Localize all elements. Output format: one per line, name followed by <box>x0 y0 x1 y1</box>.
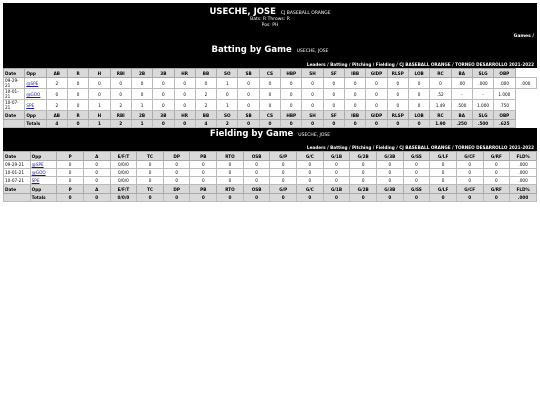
column-header: RLSP <box>387 111 408 120</box>
table-cell: .000 <box>494 78 515 89</box>
table-cell: 0 <box>46 89 67 100</box>
column-header: G/C <box>297 152 324 161</box>
column-header: BA <box>451 111 472 120</box>
table-cell: 0 <box>238 100 259 111</box>
table-cell: 10-01-21 <box>4 169 31 177</box>
table-cell: 0 <box>403 169 430 177</box>
player-name: USECHE, JOSE <box>209 7 276 17</box>
table-cell: 0 <box>345 100 366 111</box>
table-cell: 0 <box>408 78 429 89</box>
column-header: LOB <box>408 111 429 120</box>
table-cell: 0 <box>323 169 350 177</box>
table-cell: 0 <box>483 177 510 185</box>
opponent-link[interactable]: @GOO <box>25 89 46 100</box>
table-cell: 0 <box>366 89 387 100</box>
table-cell: 0 <box>302 78 323 89</box>
player-title <box>3 3 537 17</box>
table-cell: 0 <box>297 161 324 169</box>
table-cell: 0 <box>137 177 164 185</box>
column-header: FLD% <box>510 152 537 161</box>
table-cell: 09-29-21 <box>4 161 31 169</box>
table-cell: 0 <box>153 89 174 100</box>
table-cell: 0 <box>456 169 483 177</box>
column-header: SH <box>302 69 323 78</box>
column-header: P <box>57 152 84 161</box>
player-header <box>3 3 537 44</box>
table-cell: 0 <box>174 78 195 89</box>
table-cell: 0 <box>387 89 408 100</box>
table-cell: 0 <box>110 78 131 89</box>
column-header: GIDP <box>366 111 387 120</box>
column-header: TC <box>137 185 164 194</box>
column-header: RBI <box>110 69 131 78</box>
totals-cell: 0 <box>238 120 259 128</box>
totals-cell: 0 <box>259 120 280 128</box>
fielding-subtitle: USECHE, JOSE <box>298 133 331 138</box>
column-header: OBP <box>494 69 515 78</box>
column-header: 2B <box>131 69 152 78</box>
column-header: SF <box>323 69 344 78</box>
table-row <box>4 161 537 169</box>
opponent-link[interactable]: @SPE <box>25 78 46 89</box>
table-cell: 0 <box>430 169 457 177</box>
table-cell: 0 <box>376 177 403 185</box>
fielding-table <box>3 151 537 202</box>
column-header: CS <box>259 111 280 120</box>
batting-subtitle: USECHE, JOSE <box>296 49 329 54</box>
totals-cell: 0 <box>350 194 377 202</box>
table-cell: 0 <box>57 169 84 177</box>
totals-cell: 4 <box>195 120 216 128</box>
fielding-title: Fielding by Game <box>209 129 294 139</box>
table-cell: 0 <box>243 177 270 185</box>
column-header: HBP <box>281 111 302 120</box>
totals-cell: 0 <box>153 120 174 128</box>
table-cell: 0 <box>350 169 377 177</box>
table-cell: 0 <box>430 161 457 169</box>
table-cell: 0 <box>259 89 280 100</box>
batting-title-wrap <box>3 44 537 57</box>
column-header: G/P <box>270 152 297 161</box>
table-cell: 1 <box>89 100 110 111</box>
column-header: Opp <box>25 111 46 120</box>
table-cell: 1 <box>131 100 152 111</box>
column-header: G/SS <box>403 185 430 194</box>
table-cell: 0 <box>387 78 408 89</box>
table-cell: 0/0/0 <box>110 169 137 177</box>
table-cell: .00 <box>451 78 472 89</box>
table-cell: - <box>451 89 472 100</box>
fielding-header <box>3 128 537 151</box>
column-header: HR <box>174 69 195 78</box>
table-cell: 0 <box>270 161 297 169</box>
header-row-repeat <box>4 185 537 194</box>
table-cell: 1.49 <box>430 100 451 111</box>
opponent-link[interactable]: @GOO <box>30 169 57 177</box>
totals-cell: 0 <box>376 194 403 202</box>
table-cell: 0 <box>67 100 88 111</box>
table-cell: 1.000 <box>472 100 493 111</box>
column-header: 3B <box>153 69 174 78</box>
column-header: G/1B <box>323 185 350 194</box>
table-cell: 0 <box>174 100 195 111</box>
column-header: Date <box>4 152 31 161</box>
header-row <box>4 152 537 161</box>
table-cell: 0 <box>217 161 244 169</box>
table-row <box>4 169 537 177</box>
table-cell: 0 <box>456 177 483 185</box>
table-cell: 0 <box>323 100 344 111</box>
totals-cell: 1.90 <box>430 120 451 128</box>
column-header: G/2B <box>350 185 377 194</box>
column-header: G/1B <box>323 152 350 161</box>
totals-cell: 0 <box>137 194 164 202</box>
table-cell: 1 <box>217 100 238 111</box>
totals-cell: 0 <box>163 194 190 202</box>
column-header: SO <box>217 111 238 120</box>
table-cell: 0 <box>270 169 297 177</box>
totals-cell: 0 <box>323 194 350 202</box>
table-cell: 0 <box>297 177 324 185</box>
column-header: P <box>57 185 84 194</box>
column-header: DP <box>163 152 190 161</box>
table-cell: 0 <box>387 100 408 111</box>
column-header: LOB <box>408 69 429 78</box>
column-header: BA <box>451 69 472 78</box>
table-cell: 0 <box>243 161 270 169</box>
table-cell: 0 <box>281 89 302 100</box>
table-cell: 0 <box>190 161 217 169</box>
table-cell: 1.000 <box>494 89 515 100</box>
table-cell: 0 <box>430 177 457 185</box>
column-header: HR <box>174 111 195 120</box>
column-header: RTO <box>217 152 244 161</box>
table-cell: 0 <box>366 78 387 89</box>
column-header: 2B <box>131 111 152 120</box>
column-header: IBB <box>345 69 366 78</box>
table-cell: 2 <box>195 89 216 100</box>
column-header: Opp <box>30 152 57 161</box>
column-header: IBB <box>345 111 366 120</box>
totals-cell: .250 <box>451 120 472 128</box>
column-header: Opp <box>30 185 57 194</box>
totals-cell: 0 <box>270 194 297 202</box>
header-row <box>4 69 537 78</box>
table-row <box>4 177 537 185</box>
table-cell: 0 <box>131 78 152 89</box>
table-cell: 0 <box>350 161 377 169</box>
table-cell: 0 <box>57 177 84 185</box>
column-header: HBP <box>281 69 302 78</box>
table-cell: 10-07-21 <box>4 100 25 111</box>
table-cell: 2 <box>110 100 131 111</box>
table-cell: 0 <box>238 78 259 89</box>
opponent-link[interactable]: SPE <box>30 177 57 185</box>
column-header: CS <box>259 69 280 78</box>
table-cell: 0 <box>281 78 302 89</box>
table-cell: 0 <box>376 161 403 169</box>
totals-cell: 2 <box>217 120 238 128</box>
column-header: A <box>83 152 110 161</box>
totals-cell: Totals <box>30 194 57 202</box>
column-header: G/C <box>297 185 324 194</box>
column-header: G/3B <box>376 185 403 194</box>
column-header: OBP <box>494 111 515 120</box>
player-position: Pos: PH <box>261 22 279 28</box>
column-header: G/CF <box>456 152 483 161</box>
table-cell: 0 <box>403 177 430 185</box>
table-cell: 0 <box>83 177 110 185</box>
table-cell: 0 <box>163 169 190 177</box>
column-header: A <box>83 185 110 194</box>
totals-cell: Totals <box>25 120 46 128</box>
column-header: FLD% <box>510 185 537 194</box>
batting-title: Batting by Game <box>211 45 292 55</box>
table-cell: 0 <box>323 161 350 169</box>
totals-cell: 0 <box>302 120 323 128</box>
column-header: RC <box>430 111 451 120</box>
table-cell: .000 <box>510 177 537 185</box>
table-cell: 0 <box>137 161 164 169</box>
column-header: Date <box>4 69 25 78</box>
column-header: BB <box>195 69 216 78</box>
column-header: TC <box>137 152 164 161</box>
table-cell: 0 <box>243 169 270 177</box>
totals-row <box>4 194 537 202</box>
column-header: PB <box>190 185 217 194</box>
column-header: AB <box>46 69 67 78</box>
column-header: G/3B <box>376 152 403 161</box>
column-header: BB <box>195 111 216 120</box>
totals-cell: 0 <box>174 120 195 128</box>
totals-cell <box>4 194 31 202</box>
totals-cell: .500 <box>472 120 493 128</box>
table-cell: 0 <box>83 169 110 177</box>
column-header: R <box>67 69 88 78</box>
column-header: E/F/T <box>110 152 137 161</box>
games-link[interactable]: Games / <box>513 34 534 39</box>
column-header: 3B <box>153 111 174 120</box>
column-header: G/2B <box>350 152 377 161</box>
player-team: CJ BASEBALL ORANGE <box>280 11 331 16</box>
table-cell: 0 <box>131 89 152 100</box>
table-row <box>4 78 537 89</box>
column-header: G/RF <box>483 185 510 194</box>
table-cell: .000 <box>472 78 493 89</box>
column-header: RTO <box>217 185 244 194</box>
table-cell: 1 <box>217 78 238 89</box>
totals-cell: 0 <box>430 194 457 202</box>
table-cell: .000 <box>510 161 537 169</box>
table-cell: 0 <box>323 177 350 185</box>
column-header: SF <box>323 111 344 120</box>
column-header: Date <box>4 111 25 120</box>
table-cell: 0 <box>195 78 216 89</box>
table-cell: 0 <box>67 78 88 89</box>
totals-cell: 0 <box>297 194 324 202</box>
column-header: H <box>89 69 110 78</box>
column-header: OSB <box>243 185 270 194</box>
table-cell: .500 <box>451 100 472 111</box>
column-header: SH <box>302 111 323 120</box>
totals-cell: 0 <box>323 120 344 128</box>
column-header: Opp <box>25 69 46 78</box>
totals-cell: 1 <box>131 120 152 128</box>
column-header: SO <box>217 69 238 78</box>
table-cell: 10-07-21 <box>4 177 31 185</box>
table-cell: 2 <box>195 100 216 111</box>
batting-nav-links[interactable]: Leaders / Batting / Pitching / Fielding / CJ BASEBALL ORANGE / TORNEO DESARROLLO 2021-2022 <box>306 62 534 67</box>
totals-cell: 0 <box>67 120 88 128</box>
totals-cell: 0/0/0 <box>110 194 137 202</box>
table-cell: 0 <box>302 89 323 100</box>
column-header: G/RF <box>483 152 510 161</box>
table-row <box>4 100 537 111</box>
table-cell: 0 <box>163 161 190 169</box>
table-cell: 0 <box>217 169 244 177</box>
totals-cell: 0 <box>243 194 270 202</box>
opponent-link[interactable]: @SPE <box>30 161 57 169</box>
table-cell: 0/0/0 <box>110 161 137 169</box>
fielding-nav-links[interactable]: Leaders / Batting / Pitching / Fielding / CJ BASEBALL ORANGE / TORNEO DESARROLLO 2021-2022 <box>306 145 534 150</box>
totals-cell: 0 <box>57 194 84 202</box>
table-cell: 0 <box>259 100 280 111</box>
table-cell: 2 <box>46 78 67 89</box>
table-cell: .750 <box>494 100 515 111</box>
table-cell: 0 <box>57 161 84 169</box>
column-header: DP <box>163 185 190 194</box>
table-cell: 0 <box>89 78 110 89</box>
table-cell: 0 <box>323 89 344 100</box>
column-header: G/CF <box>456 185 483 194</box>
column-header: RBI <box>110 111 131 120</box>
totals-row <box>4 120 537 128</box>
table-cell: 0 <box>281 100 302 111</box>
batting-header <box>3 44 537 68</box>
column-header: H <box>89 111 110 120</box>
totals-cell: 2 <box>110 120 131 128</box>
table-cell: 0 <box>217 177 244 185</box>
column-header: G/LF <box>430 185 457 194</box>
column-header: GIDP <box>366 69 387 78</box>
column-header: RC <box>430 69 451 78</box>
table-cell: 0 <box>259 78 280 89</box>
column-header: E/F/T <box>110 185 137 194</box>
table-cell: 0 <box>238 89 259 100</box>
table-cell: 0 <box>270 177 297 185</box>
table-cell: 0 <box>153 100 174 111</box>
table-row <box>4 89 537 100</box>
table-cell: 0 <box>483 169 510 177</box>
table-cell: 09-29-21 <box>4 78 25 89</box>
totals-cell: 0 <box>345 120 366 128</box>
bats-throws: Bats: R Throws: R <box>250 17 290 22</box>
totals-cell: 0 <box>190 194 217 202</box>
table-cell: .000 <box>515 78 537 89</box>
column-header: R <box>67 111 88 120</box>
table-cell: 0 <box>190 177 217 185</box>
header-row-repeat <box>4 111 537 120</box>
column-header: SB <box>238 111 259 120</box>
table-cell: 0/0/0 <box>110 177 137 185</box>
table-cell: 0 <box>430 78 451 89</box>
totals-cell: 0 <box>83 194 110 202</box>
table-cell: 0 <box>350 177 377 185</box>
column-header: PB <box>190 152 217 161</box>
totals-cell: 1 <box>89 120 110 128</box>
column-header: AB <box>46 111 67 120</box>
table-cell: - <box>472 89 493 100</box>
column-header: SLG <box>472 69 493 78</box>
table-cell: 0 <box>297 169 324 177</box>
totals-cell: .625 <box>494 120 515 128</box>
totals-cell: 0 <box>408 120 429 128</box>
table-cell: 0 <box>483 161 510 169</box>
table-cell: 0 <box>408 89 429 100</box>
table-cell: 0 <box>376 169 403 177</box>
column-header: G/LF <box>430 152 457 161</box>
totals-cell: 0 <box>387 120 408 128</box>
table-cell: 0 <box>137 169 164 177</box>
column-header: Date <box>4 185 31 194</box>
opponent-link[interactable]: SPE <box>25 100 46 111</box>
table-cell: 0 <box>190 169 217 177</box>
totals-cell: 0 <box>456 194 483 202</box>
table-cell: 0 <box>403 161 430 169</box>
table-cell: 2 <box>46 100 67 111</box>
column-header: G/P <box>270 185 297 194</box>
batting-table <box>3 68 537 128</box>
totals-cell: 0 <box>483 194 510 202</box>
table-cell: 0 <box>83 161 110 169</box>
table-cell: 0 <box>323 78 344 89</box>
column-header: G/SS <box>403 152 430 161</box>
totals-cell <box>4 120 25 128</box>
table-cell: 0 <box>67 89 88 100</box>
column-header: SB <box>238 69 259 78</box>
totals-cell: 0 <box>281 120 302 128</box>
table-cell: 0 <box>345 89 366 100</box>
table-cell: 0 <box>456 161 483 169</box>
table-cell: 0 <box>174 89 195 100</box>
table-cell: .52 <box>430 89 451 100</box>
table-cell: 0 <box>153 78 174 89</box>
table-cell: 10-01-21 <box>4 89 25 100</box>
column-header: RLSP <box>387 69 408 78</box>
totals-cell: 0 <box>217 194 244 202</box>
totals-cell: 4 <box>46 120 67 128</box>
table-cell: 0 <box>366 100 387 111</box>
table-cell: .000 <box>510 169 537 177</box>
fielding-title-wrap <box>3 128 537 141</box>
totals-cell: 0 <box>366 120 387 128</box>
table-cell: 0 <box>110 89 131 100</box>
table-cell: 0 <box>345 78 366 89</box>
table-cell: 0 <box>217 89 238 100</box>
table-cell: 0 <box>408 100 429 111</box>
table-cell: 0 <box>163 177 190 185</box>
table-cell: 0 <box>302 100 323 111</box>
totals-cell: 0 <box>403 194 430 202</box>
table-cell: 0 <box>89 89 110 100</box>
column-header: OSB <box>243 152 270 161</box>
totals-cell: .000 <box>510 194 537 202</box>
column-header: SLG <box>472 111 493 120</box>
